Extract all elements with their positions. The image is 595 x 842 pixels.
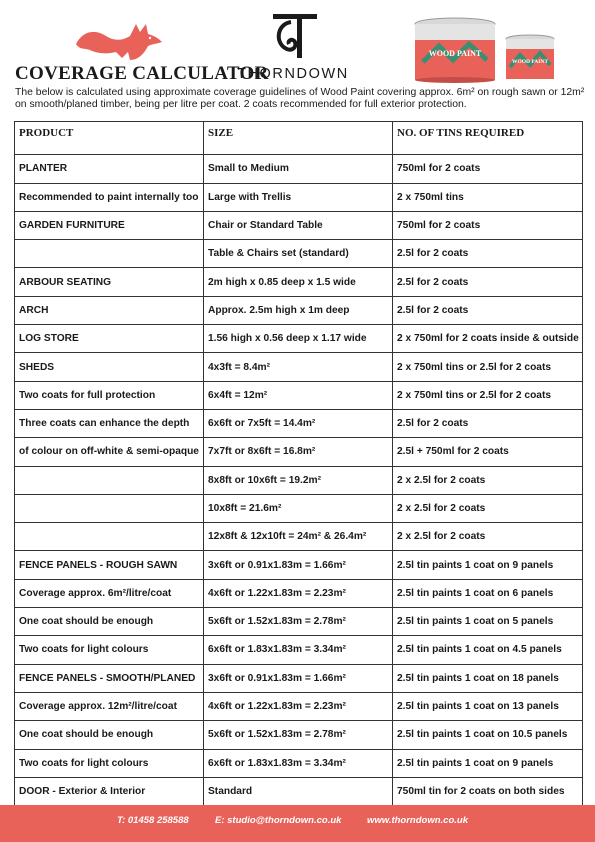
cell-size: 6x6ft or 7x5ft = 14.4m² bbox=[204, 409, 393, 437]
footer-email[interactable]: E: studio@thorndown.co.uk bbox=[215, 815, 342, 826]
cell-size: 6x6ft or 1.83x1.83m = 3.34m² bbox=[204, 749, 393, 777]
cell-product: LOG STORE bbox=[15, 325, 204, 353]
table-row bbox=[15, 777, 583, 805]
cell-tins-required: 2.5l tin paints 1 coat on 9 panels bbox=[393, 749, 583, 777]
table-row bbox=[15, 155, 583, 183]
cell-tins-required: 2 x 750ml for 2 coats inside & outside bbox=[393, 325, 583, 353]
cell-product bbox=[15, 523, 204, 551]
tin-large-label: WOOD PAINT bbox=[428, 49, 482, 58]
page-title: COVERAGE CALCULATOR bbox=[15, 63, 269, 84]
cell-tins-required: 2.5l tin paints 1 coat on 5 panels bbox=[393, 608, 583, 636]
cell-size: 1.56 high x 0.56 deep x 1.17 wide bbox=[204, 325, 393, 353]
cell-size: 2m high x 0.85 deep x 1.5 wide bbox=[204, 268, 393, 296]
cell-product: FENCE PANELS - ROUGH SAWN bbox=[15, 551, 204, 579]
cell-tins-required: 2 x 750ml tins or 2.5l for 2 coats bbox=[393, 353, 583, 381]
cell-tins-required: 2.5l for 2 coats bbox=[393, 268, 583, 296]
cell-tins-required: 2 x 2.5l for 2 coats bbox=[393, 494, 583, 522]
cell-tins-required: 750ml tin for 2 coats on both sides bbox=[393, 777, 583, 805]
cell-product: FENCE PANELS - SMOOTH/PLANED bbox=[15, 664, 204, 692]
table-row bbox=[15, 494, 583, 522]
footer-phone: T: 01458 258588 bbox=[117, 815, 189, 826]
brand-name: THORNDOWN bbox=[237, 66, 349, 82]
tin-small-label: WOOD PAINT bbox=[511, 59, 549, 65]
cell-tins-required: 750ml for 2 coats bbox=[393, 211, 583, 239]
fox-illustration bbox=[72, 14, 164, 64]
cell-product bbox=[15, 494, 204, 522]
cell-size: 4x6ft or 1.22x1.83m = 2.23m² bbox=[204, 579, 393, 607]
coverage-table bbox=[14, 121, 583, 806]
cell-product: Recommended to paint internally too bbox=[15, 183, 204, 211]
paint-tin-large-image bbox=[413, 16, 497, 84]
cell-size: 3x6ft or 0.91x1.83m = 1.66m² bbox=[204, 551, 393, 579]
cell-tins-required: 2.5l for 2 coats bbox=[393, 240, 583, 268]
table-row bbox=[15, 749, 583, 777]
cell-tins-required: 2 x 750ml tins bbox=[393, 183, 583, 211]
cell-tins-required: 2 x 750ml tins or 2.5l for 2 coats bbox=[393, 381, 583, 409]
table-row bbox=[15, 636, 583, 664]
cell-size: Table & Chairs set (standard) bbox=[204, 240, 393, 268]
cell-product: SHEDS bbox=[15, 353, 204, 381]
cell-product: Coverage approx. 12m²/litre/coat bbox=[15, 692, 204, 720]
cell-product: One coat should be enough bbox=[15, 608, 204, 636]
cell-tins-required: 2.5l for 2 coats bbox=[393, 409, 583, 437]
cell-tins-required: 2.5l + 750ml for 2 coats bbox=[393, 438, 583, 466]
table-row bbox=[15, 183, 583, 211]
cell-size: 5x6ft or 1.52x1.83m = 2.78m² bbox=[204, 721, 393, 749]
cell-size: 7x7ft or 8x6ft = 16.8m² bbox=[204, 438, 393, 466]
table-row bbox=[15, 438, 583, 466]
footer-website[interactable]: www.thorndown.co.uk bbox=[367, 815, 468, 826]
table-row bbox=[15, 240, 583, 268]
table-row bbox=[15, 664, 583, 692]
footer-bar bbox=[0, 805, 595, 842]
cell-tins-required: 2.5l tin paints 1 coat on 10.5 panels bbox=[393, 721, 583, 749]
table-row bbox=[15, 551, 583, 579]
cell-product bbox=[15, 240, 204, 268]
table-row bbox=[15, 353, 583, 381]
table-row bbox=[15, 608, 583, 636]
table-row bbox=[15, 268, 583, 296]
cell-product: GARDEN FURNITURE bbox=[15, 211, 204, 239]
table-row bbox=[15, 381, 583, 409]
cell-size: Standard bbox=[204, 777, 393, 805]
cell-tins-required: 750ml for 2 coats bbox=[393, 155, 583, 183]
cell-size: 5x6ft or 1.52x1.83m = 2.78m² bbox=[204, 608, 393, 636]
cell-size: Approx. 2.5m high x 1m deep bbox=[204, 296, 393, 324]
cell-tins-required: 2.5l tin paints 1 coat on 6 panels bbox=[393, 579, 583, 607]
cell-size: 6x6ft or 1.83x1.83m = 3.34m² bbox=[204, 636, 393, 664]
header-product: PRODUCT bbox=[15, 122, 204, 155]
table-row bbox=[15, 721, 583, 749]
cell-product: of colour on off-white & semi-opaque bbox=[15, 438, 204, 466]
cell-size: 3x6ft or 0.91x1.83m = 1.66m² bbox=[204, 664, 393, 692]
cell-tins-required: 2.5l tin paints 1 coat on 4.5 panels bbox=[393, 636, 583, 664]
table-row bbox=[15, 211, 583, 239]
table-row bbox=[15, 466, 583, 494]
cell-size: 10x8ft = 21.6m² bbox=[204, 494, 393, 522]
table-row bbox=[15, 523, 583, 551]
intro-text: The below is calculated using approximate coverage guidelines of Wood Paint covering approx. 6m² on rough sawn or 12m² on smooth/planed timber, being per litre per coat. 2 coats recommended for full exterior protection. bbox=[15, 87, 585, 111]
table-row bbox=[15, 579, 583, 607]
paint-tin-small-image bbox=[504, 33, 556, 81]
cell-product: ARBOUR SEATING bbox=[15, 268, 204, 296]
table-row bbox=[15, 296, 583, 324]
header-tins-required: NO. OF TINS REQUIRED bbox=[393, 122, 583, 155]
table-row bbox=[15, 325, 583, 353]
thorndown-logo-icon bbox=[265, 12, 325, 62]
cell-size: 4x3ft = 8.4m² bbox=[204, 353, 393, 381]
cell-size: 6x4ft = 12m² bbox=[204, 381, 393, 409]
cell-size: 12x8ft & 12x10ft = 24m² & 26.4m² bbox=[204, 523, 393, 551]
cell-size: Large with Trellis bbox=[204, 183, 393, 211]
cell-product bbox=[15, 466, 204, 494]
cell-product: PLANTER bbox=[15, 155, 204, 183]
cell-tins-required: 2.5l tin paints 1 coat on 18 panels bbox=[393, 664, 583, 692]
cell-product: Two coats for light colours bbox=[15, 749, 204, 777]
cell-product: One coat should be enough bbox=[15, 721, 204, 749]
table-body bbox=[15, 155, 583, 806]
cell-product: Three coats can enhance the depth bbox=[15, 409, 204, 437]
table-header-row bbox=[15, 122, 583, 155]
cell-product: Coverage approx. 6m²/litre/coat bbox=[15, 579, 204, 607]
cell-product: DOOR - Exterior & Interior bbox=[15, 777, 204, 805]
cell-tins-required: 2.5l for 2 coats bbox=[393, 296, 583, 324]
table-row bbox=[15, 692, 583, 720]
table-row bbox=[15, 409, 583, 437]
cell-product: Two coats for full protection bbox=[15, 381, 204, 409]
cell-tins-required: 2 x 2.5l for 2 coats bbox=[393, 523, 583, 551]
cell-tins-required: 2.5l tin paints 1 coat on 13 panels bbox=[393, 692, 583, 720]
cell-size: 4x6ft or 1.22x1.83m = 2.23m² bbox=[204, 692, 393, 720]
cell-tins-required: 2.5l tin paints 1 coat on 9 panels bbox=[393, 551, 583, 579]
cell-tins-required: 2 x 2.5l for 2 coats bbox=[393, 466, 583, 494]
cell-size: Chair or Standard Table bbox=[204, 211, 393, 239]
header-size: SIZE bbox=[204, 122, 393, 155]
cell-product: ARCH bbox=[15, 296, 204, 324]
cell-size: Small to Medium bbox=[204, 155, 393, 183]
cell-product: Two coats for light colours bbox=[15, 636, 204, 664]
cell-size: 8x8ft or 10x6ft = 19.2m² bbox=[204, 466, 393, 494]
